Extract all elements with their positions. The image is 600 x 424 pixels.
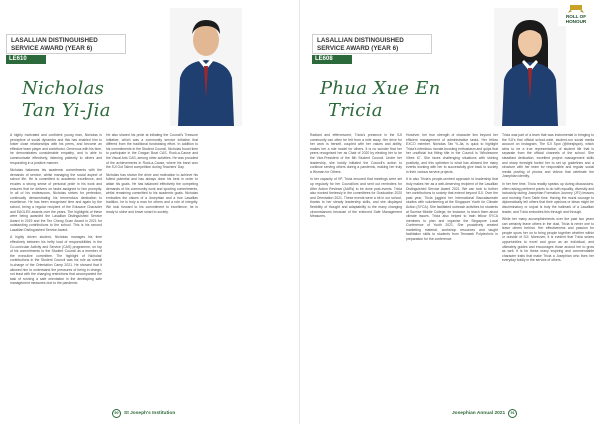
text-column-1 bbox=[310, 133, 402, 222]
paragraph: While her many accomplishments over the past two years can certainly leave others in the dust, Tricia is never one to leave others behind. Her effectiveness and passion for people spurs her on to bring people together whether within or outside of SJI. Moreover, it is evident that Tricia seizes opportunities to excel and grow as an individual, and ultimately guides and encourages those around her to grow as well. It is for these many inspiring and commendable character traits that make Tricia a Josephian who lives her everyday boldly in the service of others. bbox=[502, 217, 594, 263]
student-name-line2: Tan Yi-Jia bbox=[22, 100, 111, 121]
portrait-illustration bbox=[170, 8, 242, 126]
paragraph: It is also Tricia's people-centred approach to leadership that truly makes her as a well-deserving recipient of the Lasallian Distinguished Service Award 2021. We can look to further her contributions to society that extend beyond SJI. Over the past year, Tricia juggled her International Baccalaureate studies with volunteering at the Singapore Youth for Climate Action (SYCA). She facilitated outreach activities for students at Sunrise Middle College, for instance, to teach them about climate issues. Tricia also helped to train fellow SYCA members to plan and organise the Singapore Local Conference of Youth 2021. She proactively created marketing material, workshop resources and taught facilitation skills to students from Temasek Polytechnic in preparation for the conference. bbox=[406, 177, 498, 242]
paragraph: A highly driven student, Nicholas manages his time effectively between his hefty load of responsibilities in the Co-curricular Activity and Service (CAS) programme, on top of his commitments to the Student Council as a member of the executive committee. The highlight of Nicholas' contributions in the Student Council was his role as overall in-charge of the Orientation Camp 2021. He showed that it allowed him to understand the pressures of being in charge, not least with the changing restrictions that accompanied the task of running a safe orientation in the developing safe management measures due to the pandemic. bbox=[10, 235, 102, 286]
paragraph: However, her true strength of character lies beyond her efficient management of administrative tasks. Her fellow EXCO member, Nicholas Tan Yi-Jia, is quick to highlight Tricia's infectious morale-boosting enthusiasm and quips that her unofficial but fitting title in the Council is 'Wholesome Vibes IC'. She faces challenging situations with shining positivity, and this optimism is what has allowed the many events working with her to successfully give back to society in their various service projects. bbox=[406, 133, 498, 174]
paragraph: Nicholas has shown the drive and motivation to achieve his fullest potential and has always done his best in order to attain his goals. He has balanced effectively the competing demands of his community work and sporting commitments, whilst remaining committed to his academic goals. Nicholas embodies the values of a Josephian and a true Lasallian tradition, he is truly a man for others and a role of integrity. We look forward to his commitment to excellence, he is ready to shine and brave smart to society. bbox=[106, 172, 198, 214]
text-column-2 bbox=[106, 133, 198, 217]
ribbon-icon bbox=[568, 4, 584, 14]
paragraph: Nicholas balances his academic commitments with the demands of service, whilst managing the social aspect of school life. He is committed to academic excellence, and exudes a strong sense of personal pride in his work and ensures that he delivers on tasks assigned to him promptly. In all of his endeavours, Nicholas strives for perfection, continually demonstrating his tremendous dedication to excellence. He has been recognised time and again by the school, being a regular recipient of the Edusave Character and EAGLES awards over the years. The highlights of these were being awarded the Lasallian Distinguished Service Award in 2019 and the Teo Cheng Guan Award in 2021 for outstanding contributions to the school. This is his second Lasallian Distinguished Service Award. bbox=[10, 168, 102, 232]
text-column-1 bbox=[10, 133, 102, 289]
portrait-illustration bbox=[494, 8, 566, 126]
honour-text: ROLL OF HONOUR bbox=[565, 14, 587, 24]
paragraph: He also shared his pride at initiating the Council's Treasure Initiative, which was a community service initiative that differed from the traditional fundraising effort. In addition to his commitments in the Student Council, Nicholas found time to participate in the Dragon Boat CAS, Rock-a-Cause and the Visual Arts CAS, among other activities. He was proudest of the achievements in Rock-a-Cause, where his band won the SJI Got Talent competition during Teachers' Day. bbox=[106, 133, 198, 170]
student-portrait bbox=[494, 8, 566, 126]
student-name-line1: Nicholas bbox=[22, 78, 105, 99]
award-title: LASALLIAN DISTINGUISHED SERVICE AWARD (YEAR 6) bbox=[312, 34, 432, 54]
paragraph: A highly motivated and confident young man, Nicholas is perceptive of social dynamics and this has enabled him to foster close relationships with his peers, and become an effective team player and contributor. Generous with his time, he demonstrates considerable empathy, and is able to communicate effectively, listening patiently to others and responding in a positive manner. bbox=[10, 133, 102, 165]
paragraph: In her free time, Tricia readily speaks up during discussions, often raising pertinent points to do with equality, diversity and inclusivity during Josephian Formation Journey (JFJ) lessons and morning Form Table time. Having the moral courage to diplomatically tell others that their opinions or ideas might be discriminatory or unjust is truly the hallmark of a Lasallian leader, and Tricia embodies this through and through. bbox=[502, 181, 594, 214]
paragraph: Radiant and effervescent, Tricia's presence in the SJI community can often be felt from a mile away. Her drive for her work is herself, coupled with her values and ability, makes her a role model for others. It is no wonder that her peers recognised her as Chair of 2020 by electing her to be the Vice-President of the 8th Student Council. Under her leadership, she boldly initiated the Council's action to continue serving others during a pandemic, making her truly a Woman for Others. bbox=[310, 133, 402, 174]
footer-text: Josephian Annual 2021 bbox=[452, 411, 506, 416]
paragraph: In her capacity of VP, Tricia ensured that meetings were set up regularly for her Councillors and sent out reminders for After Action Reviews (AARs) to be done post-events. Tricia also worked tirelessly in the committees for Graduation 2020 and Orientation 2021. These events were a hit in our school, thanks to her steady leadership skills, and she displayed flexibility of thought and adaptability to the many changing circumstances because of the enforced Safe Management Measures. bbox=[310, 177, 402, 219]
paragraph: Tricia was part of a team that was instrumental in bringing to the SJI's first official school-wide, student-run social media account on Instagram, The SJI Spot (@thesjispot), which aims to be a true representation of student life that is separate from the official channels of the school. She steadfast dedication, excellent project management skills and sharp foresight fueled her to set up guidelines and a structure with her team for responsible and regular social media posting of photos and videos that celebrate the Josephian identity. bbox=[502, 133, 594, 179]
page-footer bbox=[452, 409, 517, 418]
text-column-2 bbox=[406, 133, 498, 245]
text-column-3 bbox=[502, 133, 594, 266]
roll-of-honour-badge bbox=[558, 4, 594, 26]
page-number: 91 bbox=[508, 409, 517, 418]
student-name-line2: Tricia bbox=[328, 100, 383, 121]
student-code: LE610 bbox=[6, 55, 46, 64]
award-title: LASALLIAN DISTINGUISHED SERVICE AWARD (YEAR 6) bbox=[6, 34, 126, 54]
page-number: 90 bbox=[112, 409, 121, 418]
page-footer bbox=[112, 409, 175, 418]
footer-text: St Joseph's Institution bbox=[124, 411, 176, 416]
right-page bbox=[300, 0, 600, 424]
student-code: LE608 bbox=[312, 55, 352, 64]
student-portrait bbox=[170, 8, 242, 126]
student-name-line1: Phua Xue En bbox=[320, 78, 441, 99]
